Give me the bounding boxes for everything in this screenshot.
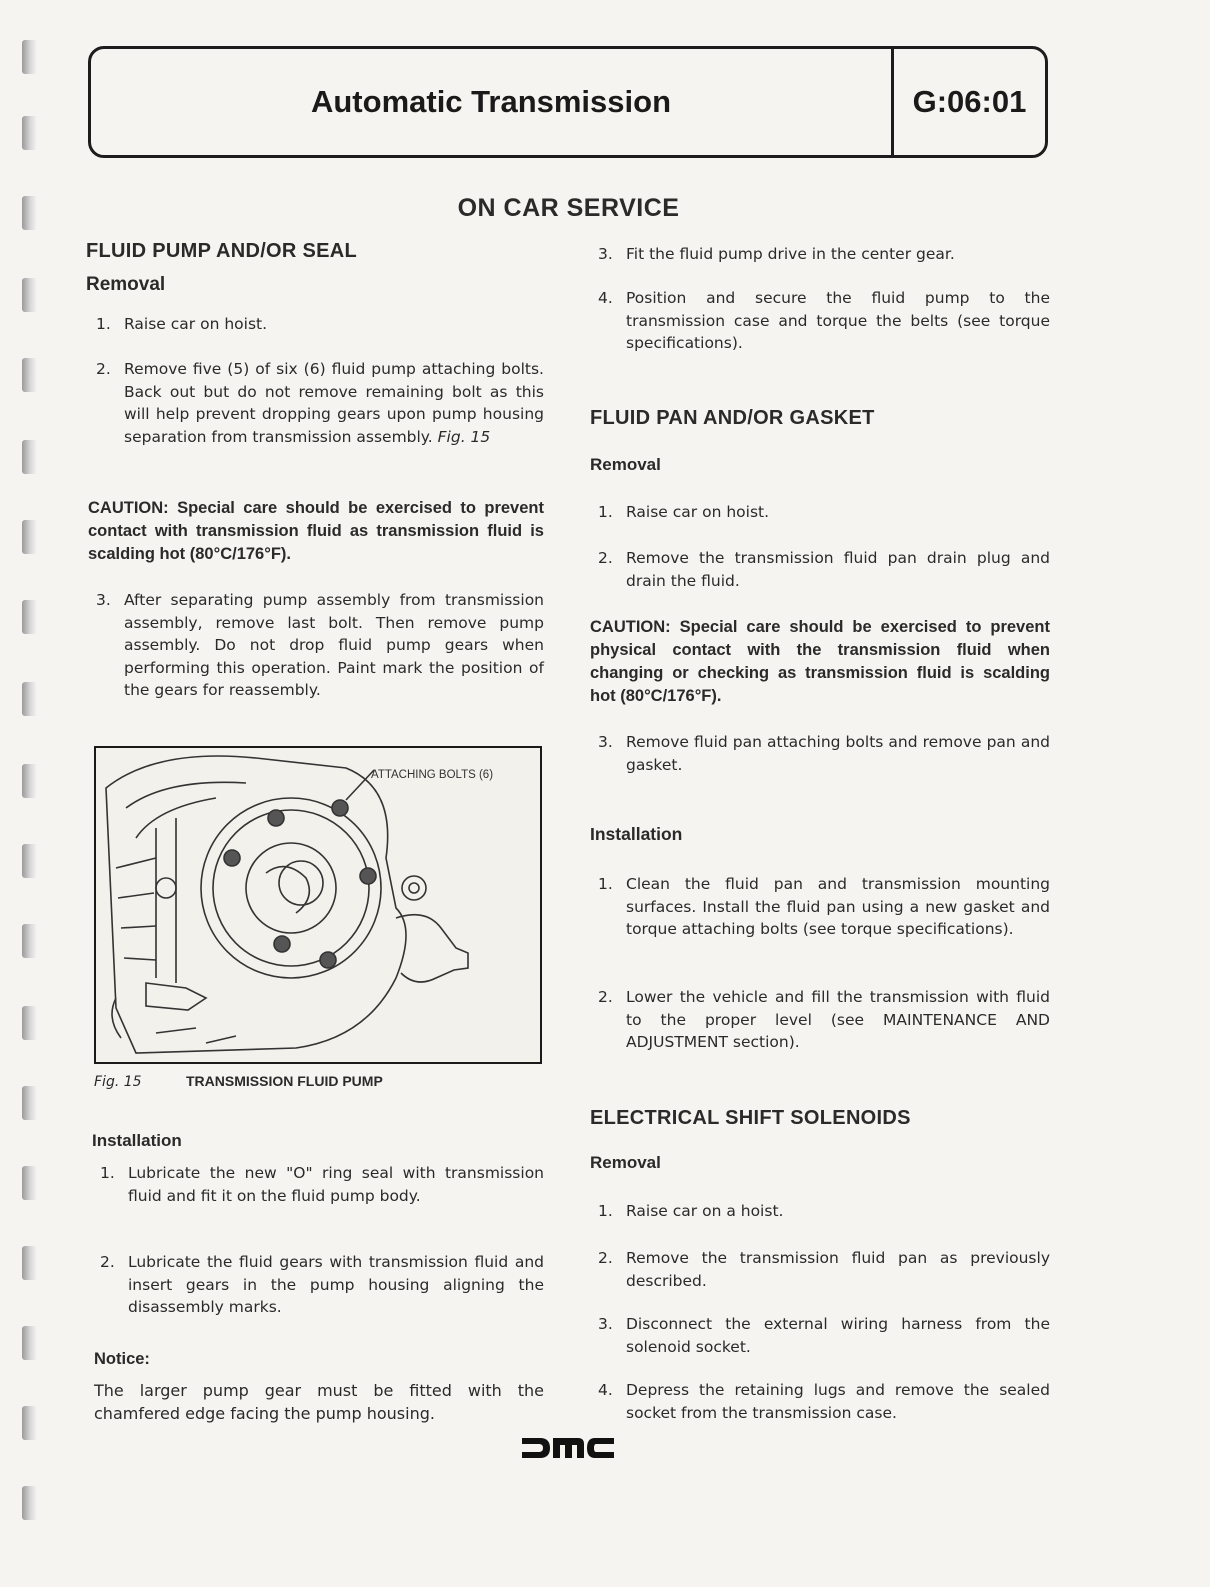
figure-label: TRANSMISSION FLUID PUMP — [186, 1073, 383, 1089]
heading-removal: Removal — [86, 274, 166, 295]
step-text: Lubricate the new "O" ring seal with transmission fluid and fit it on the fluid pump body. — [128, 1164, 544, 1205]
step-number: 2. — [598, 988, 613, 1006]
list-item — [598, 501, 1050, 524]
step-number: 3. — [96, 591, 111, 609]
step-text: Remove the transmission fluid pan drain plug and drain the fluid. — [626, 549, 1050, 590]
step-number: 3. — [598, 245, 613, 263]
step-number: 1. — [100, 1164, 115, 1182]
step-number: 2. — [598, 1249, 613, 1267]
step-text: Remove five (5) of six (6) fluid pump attaching bolts. Back out but do not remove remaining bolt as this will help prevent dropping gears upon pump housing separation from transmission assembly. — [124, 360, 544, 446]
list-item — [598, 547, 1050, 592]
step-text: Raise car on a hoist. — [626, 1202, 784, 1220]
figure-callout: ATTACHING BOLTS (6) — [371, 769, 494, 781]
heading-shift-solenoids: ELECTRICAL SHIFT SOLENOIDS — [590, 1107, 911, 1129]
step-number: 2. — [96, 360, 111, 378]
list-item — [598, 873, 1050, 941]
heading-pan-installation: Installation — [590, 824, 683, 844]
caution-text: CAUTION: Special care should be exercised to prevent contact with transmission fluid as transmission fluid is scalding hot (80°C/176°F). — [88, 499, 544, 563]
step-number: 2. — [598, 549, 613, 567]
list-item — [598, 1379, 1050, 1424]
step-number: 1. — [598, 875, 613, 893]
page-title: Automatic Transmission — [310, 84, 672, 119]
step-number: 3. — [598, 733, 613, 751]
heading-installation: Installation — [92, 1131, 182, 1150]
list-item — [598, 731, 1050, 776]
list-item — [100, 1162, 544, 1207]
step-text: Lower the vehicle and fill the transmission with fluid to the proper level (see MAINTENANCE AND ADJUSTMENT section). — [626, 988, 1050, 1051]
figure-reference: Fig. 15 — [437, 427, 491, 446]
list-item — [598, 986, 1050, 1054]
heading-fluid-pan: FLUID PAN AND/OR GASKET — [590, 407, 875, 429]
dmc-logo-mark — [522, 1436, 614, 1460]
step-text: Clean the fluid pan and transmission mounting surfaces. Install the fluid pan using a new gasket and torque attaching bolts (see torque specifications). — [626, 875, 1050, 938]
caution-text: CAUTION: Special care should be exercised to prevent physical contact with the transmission fluid when changing or checking as transmission fluid is scalding hot (80°C/176°F). — [590, 618, 1050, 705]
step-text: Fit the fluid pump drive in the center gear. — [626, 245, 955, 263]
list-item — [100, 1251, 544, 1319]
step-number: 3. — [598, 1315, 613, 1333]
notice-text: The larger pump gear must be fitted with the chamfered edge facing the pump housing. — [94, 1381, 544, 1423]
heading-pan-removal: Removal — [590, 455, 661, 474]
figure-number: Fig. 15 — [94, 1074, 142, 1090]
heading-solenoid-removal: Removal — [590, 1153, 661, 1172]
section-title: ON CAR SERVICE — [457, 194, 680, 222]
heading-notice: Notice: — [94, 1350, 150, 1368]
step-text: Raise car on hoist. — [626, 503, 770, 521]
step-number: 4. — [598, 1381, 613, 1399]
figure-transmission-fluid-pump — [94, 746, 542, 1064]
step-number: 1. — [598, 1202, 613, 1220]
list-item — [598, 243, 1050, 266]
step-text: Depress the retaining lugs and remove the sealed socket from the transmission case. — [626, 1381, 1050, 1422]
step-number: 4. — [598, 289, 613, 307]
list-item — [598, 1247, 1050, 1292]
step-text: Disconnect the external wiring harness from the solenoid socket. — [626, 1315, 1050, 1356]
step-text: Remove fluid pan attaching bolts and remove pan and gasket. — [626, 733, 1050, 774]
list-item — [96, 589, 544, 702]
step-text: Lubricate the fluid gears with transmission fluid and insert gears in the pump housing aligning the disassembly marks. — [128, 1253, 544, 1316]
step-number: 2. — [100, 1253, 115, 1271]
list-item — [96, 358, 544, 448]
step-number: 1. — [96, 315, 111, 333]
step-number: 1. — [598, 503, 613, 521]
dmc-logo — [522, 1436, 614, 1464]
step-text: Raise car on hoist. — [124, 315, 268, 333]
heading-fluid-pump: FLUID PUMP AND/OR SEAL — [86, 240, 358, 262]
step-text: After separating pump assembly from transmission assembly, remove last bolt. Then remove pump assembly. Do not drop fluid pump gears when performing this operation. Paint mark the position of the gears for reassembly. — [124, 591, 544, 699]
page-header — [88, 46, 1048, 158]
list-item — [598, 287, 1050, 355]
page-code: G:06:01 — [912, 84, 1027, 119]
step-text: Remove the transmission fluid pan as previously described. — [626, 1249, 1050, 1290]
figure-caption — [94, 1073, 383, 1090]
list-item — [598, 1313, 1050, 1358]
list-item — [598, 1200, 1050, 1223]
transmission-illustration — [96, 748, 540, 1062]
step-text: Position and secure the fluid pump to the transmission case and torque the belts (see torque specifications). — [626, 289, 1050, 352]
list-item — [96, 313, 544, 336]
